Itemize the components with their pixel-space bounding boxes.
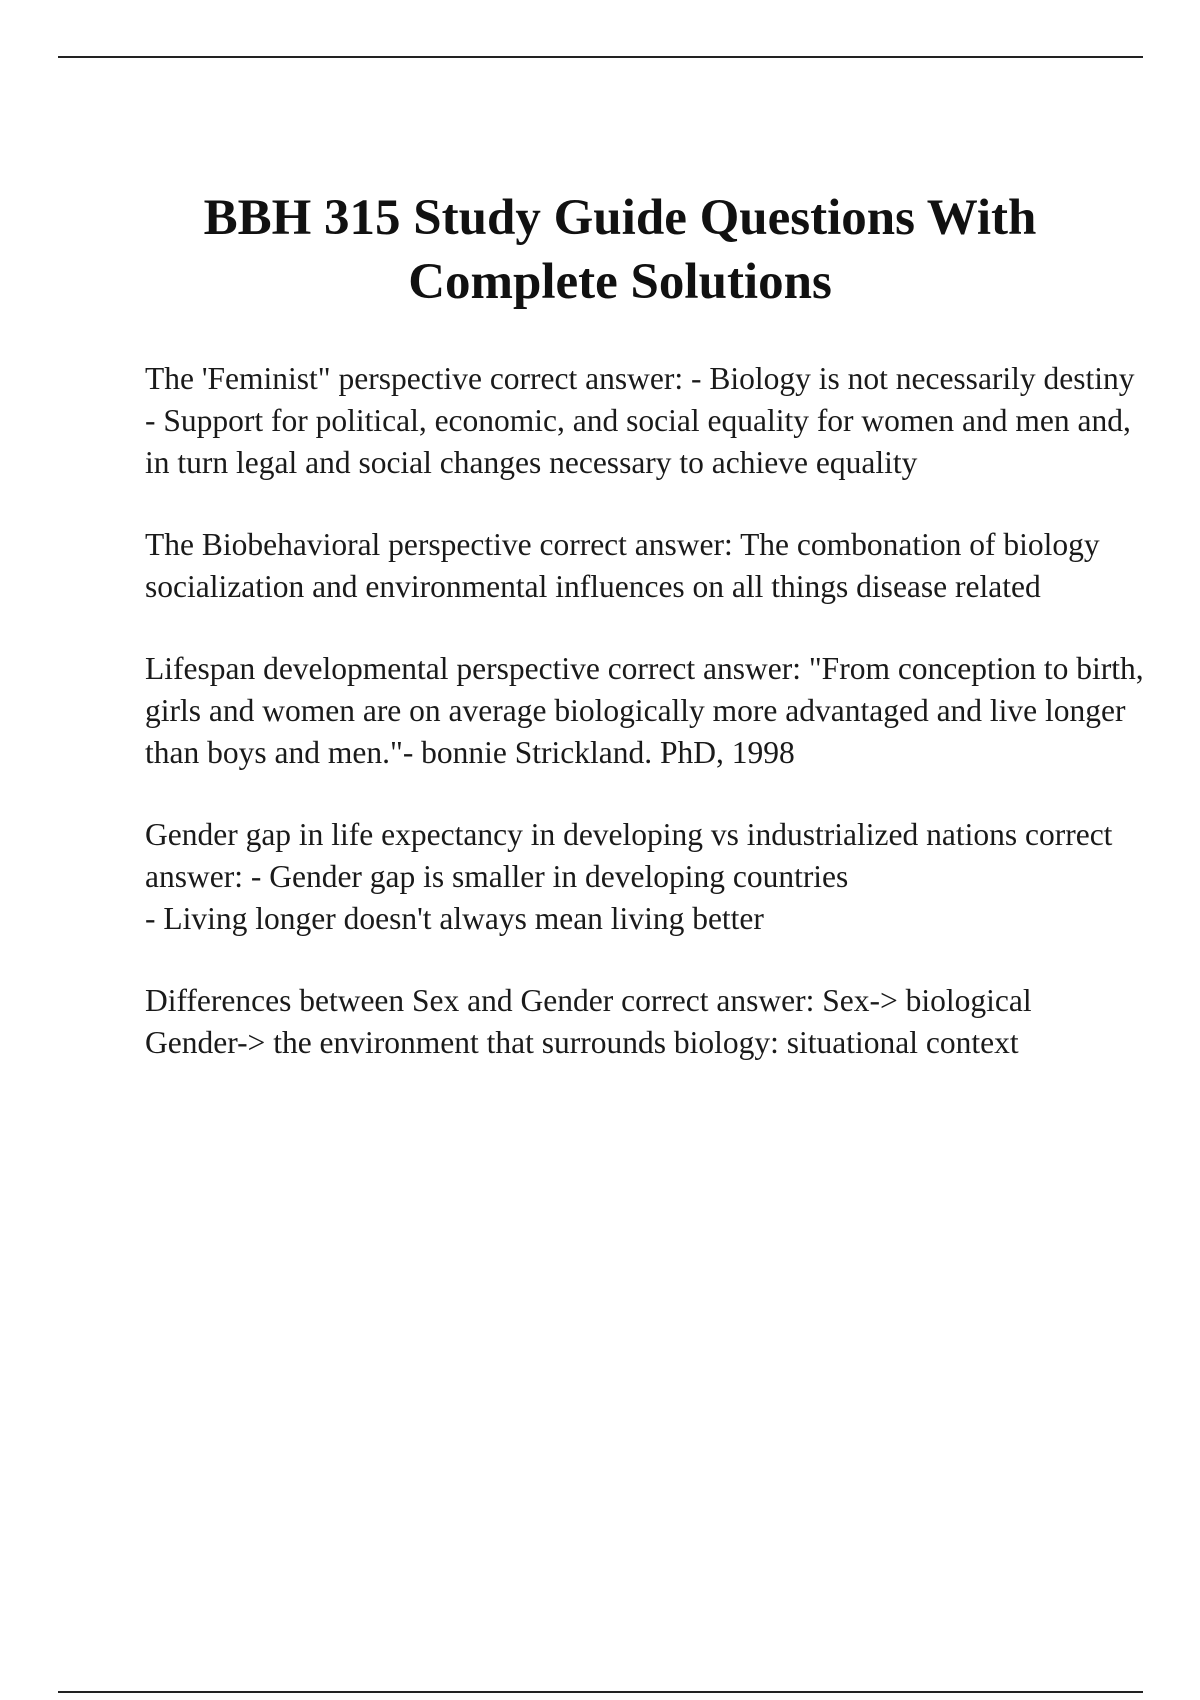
- answer-separator: correct answer:: [531, 527, 741, 562]
- qa-list: [145, 358, 1145, 1104]
- answer-text: Sex-> biological Gender-> the environment that surrounds biology: situational context: [145, 983, 1032, 1060]
- page-title: [100, 186, 1140, 314]
- question-text: The Biobehavioral perspective: [145, 527, 532, 562]
- answer-text: - Biology is not necessarily destiny - Support for political, economic, and social equality for women and men and, in turn legal and social changes necessary to achieve equality: [145, 361, 1135, 480]
- qa-item-sex-gender: [145, 980, 1145, 1064]
- answer-text: "From conception to birth, girls and women are on average biologically more advantaged and live longer than boys and men."- bonnie Strickland. PhD, 1998: [145, 651, 1144, 770]
- answer-separator: correct answer:: [613, 983, 823, 1018]
- qa-item-gender-gap: [145, 814, 1145, 940]
- answer-text: The combonation of biology socialization and environmental influences on all things disease related: [145, 527, 1100, 604]
- bottom-rule: [58, 1691, 1143, 1693]
- answer-separator: correct answer:: [145, 817, 1113, 894]
- question-text: Gender gap in life expectancy in developing vs industrialized nations: [145, 817, 1018, 852]
- question-text: The 'Feminist" perspective: [145, 361, 482, 396]
- qa-item-feminist: [145, 358, 1145, 484]
- title-line-1: BBH 315 Study Guide Questions With: [203, 190, 1037, 246]
- qa-item-biobehavioral: [145, 524, 1145, 608]
- question-text: Differences between Sex and Gender: [145, 983, 614, 1018]
- answer-text: - Gender gap is smaller in developing countries - Living longer doesn't always mean living better: [145, 859, 849, 936]
- qa-item-lifespan: [145, 648, 1145, 774]
- answer-separator: correct answer:: [599, 651, 809, 686]
- answer-separator: correct answer:: [481, 361, 691, 396]
- top-rule: [58, 56, 1143, 58]
- title-line-2: Complete Solutions: [408, 254, 832, 310]
- question-text: Lifespan developmental perspective: [145, 651, 600, 686]
